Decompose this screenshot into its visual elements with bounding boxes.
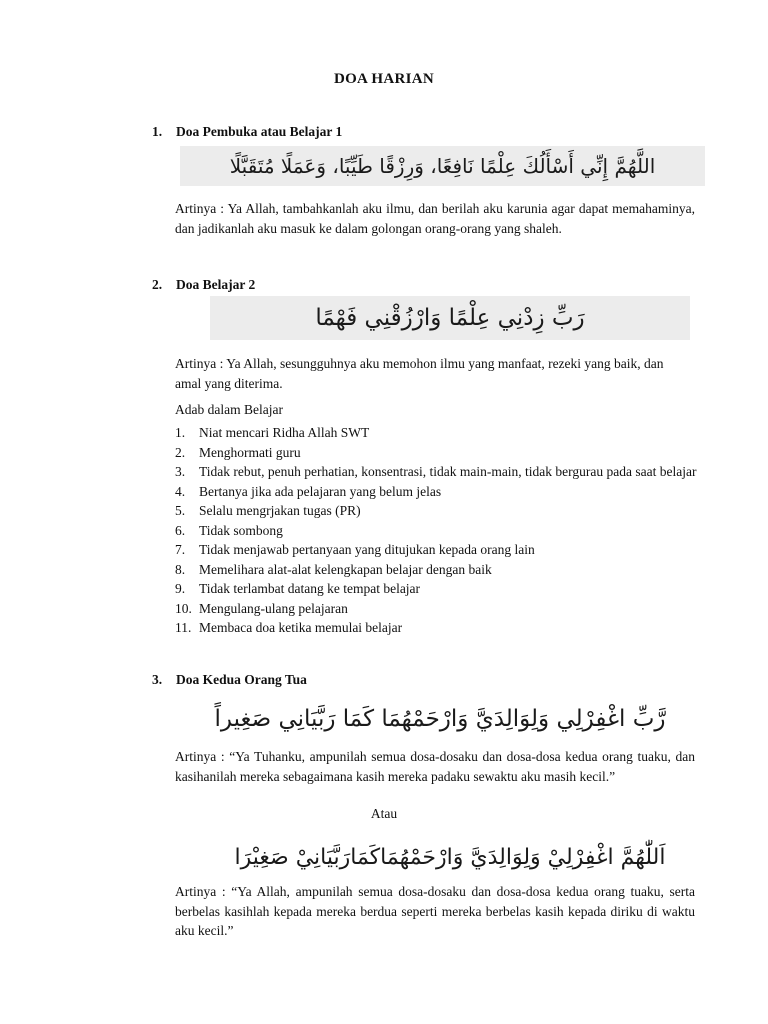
section-2-heading xyxy=(152,277,255,293)
section-3-arabic-alt: اَللّٰهُمَّ اغْفِرْلِيْ وَلِوَالِدَيَّ وَارْحَمْهُمَاكَمَارَبَّيَانِيْ صَغِيْرَا xyxy=(234,845,666,870)
section-3-meaning: Artinya : “Ya Tuhanku, ampunilah semua dosa-dosaku dan dosa-dosa kedua orang tuaku, dan kasihanilah mereka sebagaimana kasih mereka padaku sewaktu aku masih kecil.” xyxy=(175,749,695,784)
section-2-title: Doa Belajar 2 xyxy=(176,277,256,292)
section-1-title: Doa Pembuka atau Belajar 1 xyxy=(176,124,343,139)
section-2-meaning: Artinya : Ya Allah, sesungguhnya aku memohon ilmu yang manfaat, rezeki yang baik, dan amal yang diterima. xyxy=(175,356,664,391)
adab-item: 1. Niat mencari Ridha Allah SWT xyxy=(175,425,370,440)
section-1-number: 1. xyxy=(152,124,163,139)
adab-item: 6. Tidak sombong xyxy=(175,522,283,538)
adab-list xyxy=(175,423,700,638)
section-3-arabic: رَّبِّ اغْفِرْلِي وَلِوَالِدَيَّ وَارْحَمْهُمَا كَمَا رَبَّيَانِي صَغِيراً xyxy=(214,706,666,732)
section-2-arabic: رَبِّ زِدْنِي عِلْمًا وَارْزُقْنِي فَهْمًا xyxy=(210,296,690,340)
section-3-heading xyxy=(152,672,307,688)
section-3-meaning-alt: Artinya : “Ya Allah, ampunilah semua dosa-dosaku dan dosa-dosa kedua orang tuaku, serta berbelas kasihlah kepada mereka berdua seperti mereka berbelas kasih kepada diriku di waktu aku kecil.” xyxy=(175,884,695,939)
adab-item: 7. Tidak menjawab pertanyaan yang ditujukan kepada orang lain xyxy=(175,542,535,557)
document-title: DOA HARIAN xyxy=(333,71,435,87)
section-3-title: Doa Kedua Orang Tua xyxy=(176,672,307,687)
adab-item: 8. Memelihara alat-alat kelengkapan belajar dengan baik xyxy=(175,561,492,577)
adab-item: 3. Tidak rebut, penuh perhatian, konsentrasi, tidak main-main, tidak bergurau pada saat belajar xyxy=(175,464,697,479)
adab-item: 9. Tidak terlambat datang ke tempat belajar xyxy=(175,581,421,596)
section-2-number: 2. xyxy=(152,277,163,292)
adab-item: 11. Membaca doa ketika memulai belajar xyxy=(175,620,403,635)
section-1-meaning: Artinya : Ya Allah, tambahkanlah aku ilmu, dan berilah aku karunia agar dapat memahaminya, dan jadikanlah aku masuk ke dalam golongan orang-orang yang shaleh. xyxy=(175,201,695,236)
section-1-arabic: اللَّهُمَّ إِنِّي أَسْأَلُكَ عِلْمًا نَافِعًا، وَرِزْقًا طَيِّبًا، وَعَمَلًا مُتَقَبَّلًا xyxy=(180,146,705,186)
adab-item: 10. Mengulang-ulang pelajaran xyxy=(175,600,348,616)
section-3-number: 3. xyxy=(152,672,163,687)
adab-item: 2. Menghormati guru xyxy=(175,444,301,460)
adab-item: 4. Bertanya jika ada pelajaran yang belum jelas xyxy=(175,483,442,499)
alternative-label: Atau xyxy=(370,806,398,821)
adab-heading: Adab dalam Belajar xyxy=(175,402,283,417)
section-1-heading xyxy=(152,124,342,140)
adab-item: 5. Selalu mengrjakan tugas (PR) xyxy=(175,503,361,518)
